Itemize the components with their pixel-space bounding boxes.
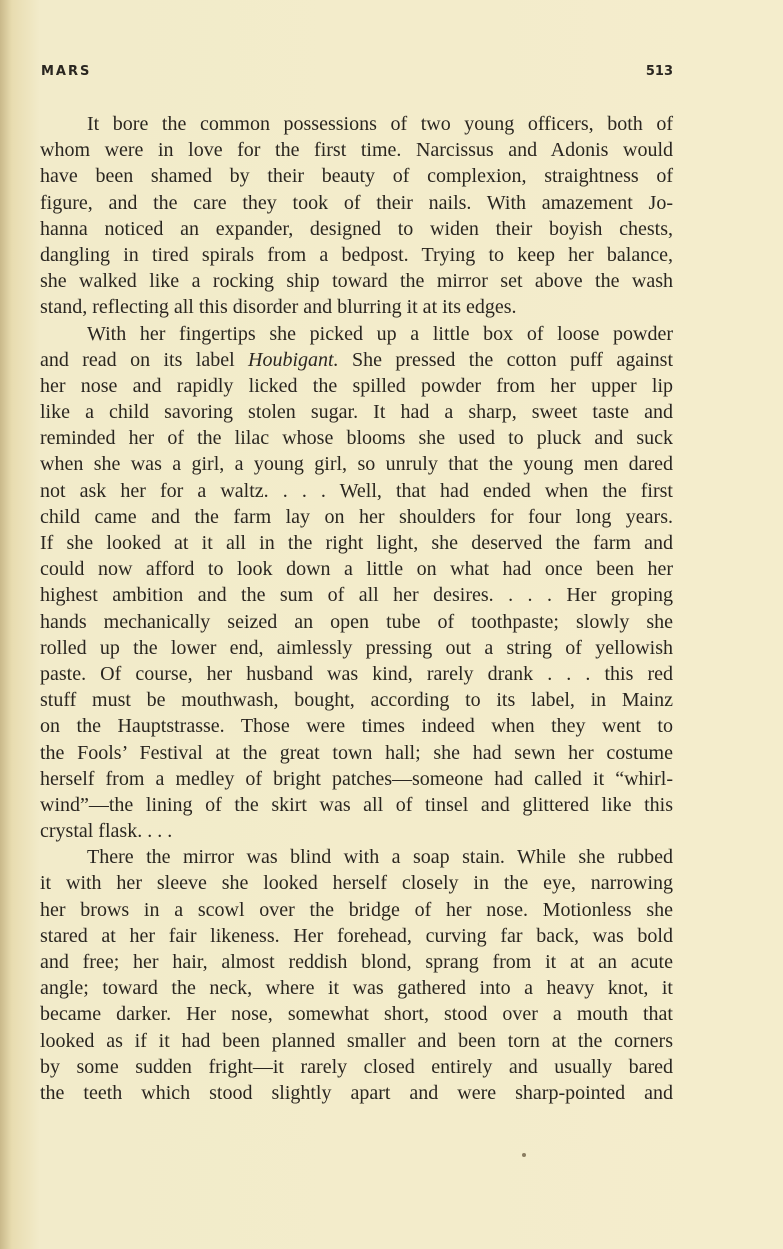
paragraph — [40, 111, 673, 321]
text-line: angle; toward the neck, where it was gathered into a heavy knot, it — [40, 977, 673, 1000]
text-line: by some sudden fright—it rarely closed entirely and usually bared — [40, 1055, 673, 1078]
text-segment: She pressed the cotton puff against — [338, 348, 674, 371]
text-line: stand, reflecting all this disorder and blurring it at its edges. — [40, 296, 517, 319]
text-line: not ask her for a waltz. . . . Well, that had ended when the first — [40, 479, 673, 502]
text-line: the Fools’ Festival at the great town hall; she had sewn her costume — [40, 741, 673, 764]
text-line: It bore the common possessions of two young officers, both of — [87, 113, 673, 135]
text-line: became darker. Her nose, somewhat short, stood over a mouth that — [40, 1003, 673, 1026]
text-line: highest ambition and the sum of all her desires. . . . Her groping — [40, 584, 673, 607]
text-line: have been shamed by their beauty of complexion, straightness of — [40, 165, 673, 188]
running-title: MARS — [41, 64, 92, 79]
text-line: on the Hauptstrasse. Those were times indeed when they went to — [40, 715, 673, 738]
text-line: it with her sleeve she looked herself closely in the eye, narrowing — [40, 872, 673, 895]
text-line: figure, and the care they took of their nails. With amazement Jo- — [40, 191, 673, 214]
text-line: and free; her hair, almost reddish blond, sprang from it at an acute — [40, 951, 673, 973]
text-line: like a child savoring stolen sugar. It had a sharp, sweet taste and — [40, 401, 673, 424]
text-line: hands mechanically seized an open tube of toothpaste; slowly she — [40, 610, 673, 633]
paragraph — [40, 844, 673, 1106]
text-line: stared at her fair likeness. Her forehead, curving far back, was bold — [40, 924, 673, 947]
italic-text: Houbigant. — [248, 348, 339, 371]
text-line — [40, 347, 673, 373]
running-header — [41, 64, 673, 86]
paragraph — [40, 321, 673, 845]
text-line: There the mirror was blind with a soap stain. While she rubbed — [87, 846, 673, 869]
page-number: 513 — [645, 64, 673, 79]
text-line: dangling in tired spirals from a bedpost. Trying to keep her balance, — [40, 243, 673, 266]
text-line: child came and the farm lay on her shoulders for four long years. — [40, 505, 673, 528]
text-line: paste. Of course, her husband was kind, rarely drank . . . this red — [40, 662, 673, 685]
text-line: If she looked at it all in the right light, she deserved the farm and — [40, 532, 673, 554]
text-line: her nose and rapidly licked the spilled powder from her upper lip — [40, 374, 673, 397]
text-line: could now afford to look down a little on what had once been her — [40, 558, 673, 581]
text-line: rolled up the lower end, aimlessly pressing out a string of yellowish — [40, 636, 673, 659]
text-line: With her fingertips she picked up a little box of loose powder — [87, 322, 673, 345]
text-line: she walked like a rocking ship toward the mirror set above the wash — [40, 270, 673, 293]
text-segment: and read on its label — [40, 348, 249, 371]
page-body — [40, 111, 673, 1106]
text-line: the teeth which stood slightly apart and were sharp-pointed and — [40, 1081, 673, 1104]
text-line: hanna noticed an expander, designed to widen their boyish chests, — [40, 217, 673, 240]
text-line: her brows in a scowl over the bridge of her nose. Motionless she — [40, 898, 673, 921]
text-line: crystal flask. . . . — [40, 820, 173, 843]
text-line: looked as if it had been planned smaller and been torn at the corners — [40, 1029, 673, 1052]
text-line: whom were in love for the first time. Narcissus and Adonis would — [40, 139, 673, 162]
text-line: when she was a girl, a young girl, so unruly that the young men dared — [40, 453, 673, 476]
text-line: stuff must be mouthwash, bought, according to its label, in Mainz — [40, 689, 673, 712]
text-line: herself from a medley of bright patches—someone had called it “whirl- — [40, 767, 673, 790]
text-line: wind”—the lining of the skirt was all of tinsel and glittered like this — [40, 793, 673, 816]
print-speck — [522, 1153, 526, 1157]
text-line: reminded her of the lilac whose blooms she used to pluck and suck — [40, 427, 673, 450]
